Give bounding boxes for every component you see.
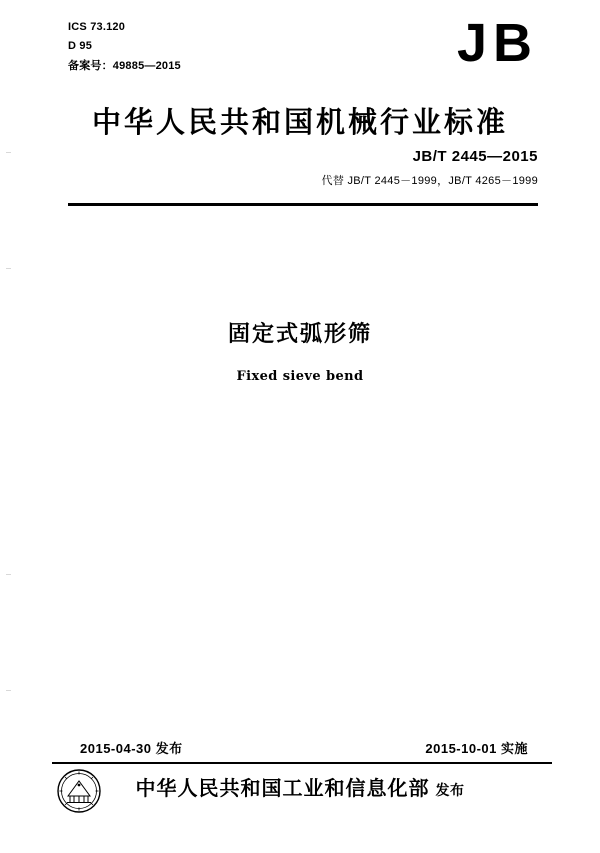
standard-number: JB/T 2445—2015 [412,148,538,165]
standard-replaces: 代替 JB/T 2445－1999，JB/T 4265－1999 [321,175,538,187]
record-number: 备案号：49885—2015 [68,59,181,72]
publisher-suffix: 发布 [435,783,465,799]
document-title-en: Fixed sieve bend [236,369,364,384]
header-divider [68,203,538,206]
issue-date: 2015-04-30 发布 [80,741,183,756]
classification-code: D 95 [68,40,93,53]
national-standard-heading: 中华人民共和国机械行业标准 [91,105,508,139]
effective-date: 2015-10-01 实施 [425,741,528,756]
jb-logo: JB [456,13,538,73]
scan-tick [6,268,11,269]
scan-tick [6,574,11,575]
document-title-cn: 固定式弧形筛 [227,322,372,347]
scan-tick [6,690,11,691]
footer-divider [52,762,552,764]
header-codes [68,18,181,76]
publisher-line [0,772,600,801]
scan-tick [6,152,11,153]
ics-code: ICS 73.120 [68,21,126,33]
publisher-name: 中华人民共和国工业和信息化部 [135,776,430,800]
